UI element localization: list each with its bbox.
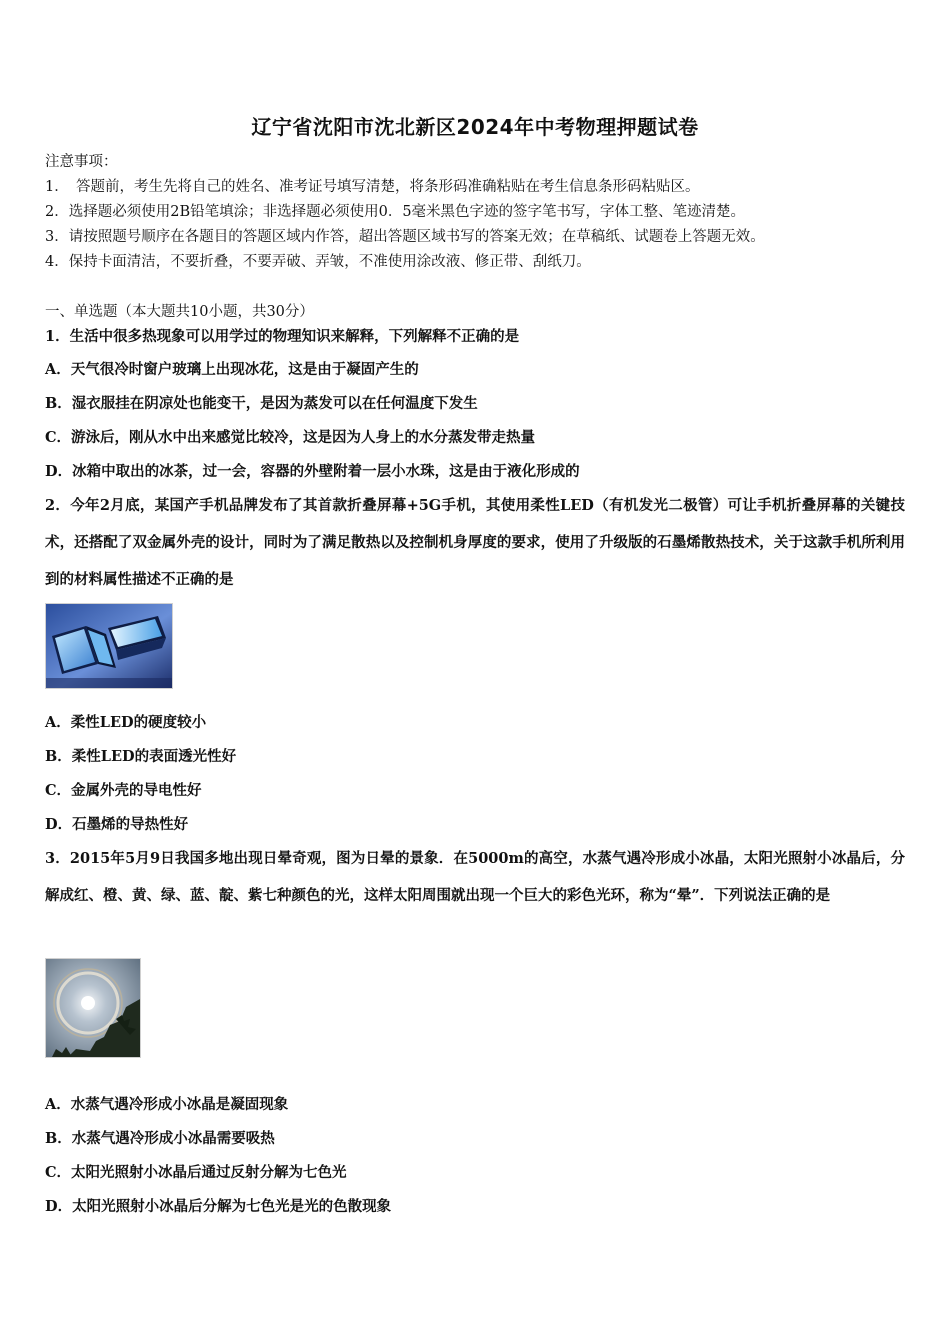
notice-item-3: 3．请按照题号顺序在各题目的答题区域内作答，超出答题区域书写的答案无效；在草稿纸、试题卷上答题无效。 <box>45 229 765 245</box>
question-1-option-b: B．湿衣服挂在阴凉处也能变干，是因为蒸发可以在任何温度下发生 <box>45 395 478 412</box>
question-2-option-c: C．金属外壳的导电性好 <box>45 782 202 799</box>
sun-halo-image <box>45 958 141 1058</box>
question-2-option-b: B．柔性LED的表面透光性好 <box>45 748 237 765</box>
question-1-option-a: A．天气很冷时窗户玻璃上出现冰花，这是由于凝固产生的 <box>45 361 419 378</box>
question-3-option-b: B．水蒸气遇冷形成小冰晶需要吸热 <box>45 1130 275 1147</box>
question-2-stem: 2．今年2月底，某国产手机品牌发布了其首款折叠屏幕+5G手机，其使用柔性LED（有机发光二极管）可让手机折叠屏幕的关键技术，还搭配了双金属外壳的设计，同时为了满足散热以及控制机身厚度的要求，使用了升级版的石墨烯散热技术，关于这款手机所利用到的材料属性描述不正确的是 <box>45 497 905 588</box>
question-3-stem: 3．2015年5月9日我国多地出现日晕奇观，图为日晕的景象．在5000m的高空，水蒸气遇冷形成小冰晶，太阳光照射小冰晶后，分解成红、橙、黄、绿、蓝、靛、紫七种颜色的光，这样太阳周围就出现一个巨大的彩色光环，称为“晕”．下列说法正确的是 <box>45 850 905 904</box>
notice-heading: 注意事项： <box>45 154 118 170</box>
notice-item-4: 4．保持卡面清洁，不要折叠，不要弄破、弄皱，不准使用涂改液、修正带、刮纸刀。 <box>45 254 591 270</box>
question-1-option-d: D．冰箱中取出的冰茶，过一会，容器的外壁附着一层小水珠，这是由于液化形成的 <box>45 463 580 480</box>
question-3-option-a: A．水蒸气遇冷形成小冰晶是凝固现象 <box>45 1096 289 1113</box>
notice-item-2: 2．选择题必须使用2B铅笔填涂；非选择题必须使用0．5毫米黑色字迹的签字笔书写，字体工整、笔迹清楚。 <box>45 204 746 220</box>
question-1-option-c: C．游泳后，刚从水中出来感觉比较冷，这是因为人身上的水分蒸发带走热量 <box>45 429 536 446</box>
foldable-phone-image <box>45 603 173 689</box>
question-2-option-d: D．石墨烯的导热性好 <box>45 816 189 833</box>
question-3-option-c: C．太阳光照射小冰晶后通过反射分解为七色光 <box>45 1164 347 1181</box>
page-title: 辽宁省沈阳市沈北新区2024年中考物理押题试卷 <box>251 115 699 139</box>
section-heading: 一、单选题（本大题共10小题，共30分） <box>45 304 314 320</box>
question-2-option-a: A．柔性LED的硬度较小 <box>45 714 207 731</box>
notice-item-1: 1． 答题前，考生先将自己的姓名、准考证号填写清楚，将条形码准确粘贴在考生信息条形码粘贴区。 <box>45 179 700 195</box>
question-3-option-d: D．太阳光照射小冰晶后分解为七色光是光的色散现象 <box>45 1198 392 1215</box>
question-1-stem: 1．生活中很多热现象可以用学过的物理知识来解释，下列解释不正确的是 <box>45 328 520 345</box>
